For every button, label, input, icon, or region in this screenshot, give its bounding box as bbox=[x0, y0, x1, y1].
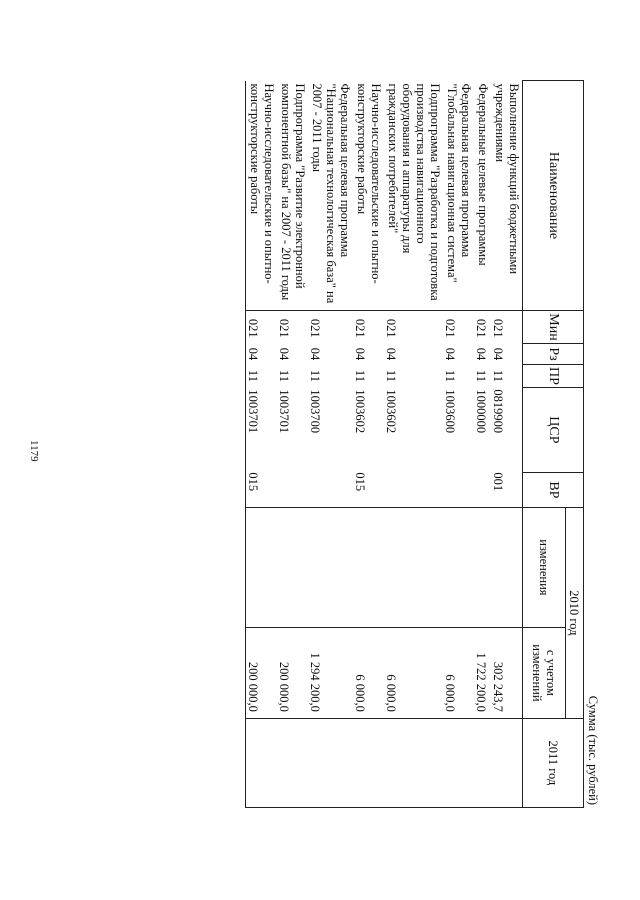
row-pr: 11 bbox=[277, 369, 291, 382]
page-number: 1179 bbox=[28, 440, 40, 462]
row-pr: 11 bbox=[474, 369, 488, 382]
row-name: Подпрограмма "Развитие электронной компонентной базы" на 2007 - 2011 годы bbox=[277, 81, 308, 311]
row-changes bbox=[443, 507, 474, 627]
row-year-2011 bbox=[308, 718, 353, 807]
row-with-changes: 200 000,0 bbox=[277, 627, 308, 718]
header-name: Наименование bbox=[523, 81, 584, 311]
header-min: Мин bbox=[523, 311, 584, 344]
row-year-2011 bbox=[474, 718, 491, 807]
header-year-2011: 2011 год bbox=[523, 718, 584, 807]
row-name: Научно-исследовательские и опытно-конструкторские работы bbox=[353, 81, 384, 311]
row-name: Федеральные целевые программы bbox=[474, 81, 491, 311]
row-name: Федеральная целевая программа "Глобальная навигационная система" bbox=[443, 81, 474, 311]
row-min: 021 bbox=[246, 311, 278, 344]
row-rz: 04 bbox=[308, 347, 322, 361]
row-changes bbox=[491, 507, 523, 627]
header-vr: ВР bbox=[523, 472, 584, 507]
row-csr: 1003700 bbox=[308, 389, 322, 434]
row-year-2011 bbox=[353, 718, 384, 807]
row-with-changes: 6 000,0 bbox=[353, 627, 384, 718]
row-with-changes: 1 722 200,0 bbox=[474, 627, 491, 718]
table-header bbox=[523, 81, 584, 808]
row-year-2011 bbox=[277, 718, 308, 807]
table-row bbox=[443, 81, 474, 808]
row-vr bbox=[443, 472, 474, 507]
row-rz: 04 bbox=[474, 347, 488, 361]
row-year-2011 bbox=[443, 718, 474, 807]
row-pr: 11 bbox=[384, 369, 398, 382]
row-name: Подпрограмма "Разработка и подготовка производства навигационного оборудования и аппаратуры для гражданских потребителей" bbox=[384, 81, 443, 311]
row-csr: 1003701 bbox=[246, 387, 278, 472]
row-min: 021 bbox=[384, 318, 398, 338]
row-vr bbox=[384, 472, 443, 507]
table-row bbox=[246, 81, 278, 808]
row-vr: 001 bbox=[491, 472, 523, 507]
row-vr: 015 bbox=[246, 472, 278, 507]
row-rz: 04 bbox=[384, 347, 398, 361]
row-pr: 11 bbox=[246, 365, 278, 388]
row-rz: 04 bbox=[491, 347, 505, 361]
row-min: 021 bbox=[308, 318, 322, 338]
table-row bbox=[491, 81, 523, 808]
table-row bbox=[277, 81, 308, 808]
row-rz: 04 bbox=[353, 347, 367, 361]
row-changes bbox=[353, 507, 384, 627]
row-rz: 04 bbox=[277, 347, 291, 361]
row-with-changes: 6 000,0 bbox=[443, 627, 474, 718]
units-label: Сумма (тыс. рублей) bbox=[586, 695, 600, 805]
row-name: Федеральная целевая программа "Национальная технологическая база" на 2007 - 2011 годы bbox=[308, 81, 353, 311]
row-with-changes: 302 243,7 bbox=[491, 627, 523, 718]
row-year-2011 bbox=[246, 718, 278, 807]
row-name: Научно-исследовательские и опытно-конструкторские работы bbox=[246, 81, 278, 311]
header-csr: ЦСР bbox=[523, 387, 584, 472]
row-min: 021 bbox=[443, 318, 457, 338]
row-csr: 1003602 bbox=[384, 389, 398, 434]
row-csr: 0819900 bbox=[491, 389, 505, 434]
row-vr: 015 bbox=[353, 472, 384, 507]
row-with-changes: 6 000,0 bbox=[384, 627, 443, 718]
row-min: 021 bbox=[491, 318, 505, 338]
row-year-2011 bbox=[384, 718, 443, 807]
row-csr: 1003701 bbox=[277, 389, 291, 434]
row-min: 021 bbox=[277, 318, 291, 338]
row-with-changes: 200 000,0 bbox=[246, 627, 278, 718]
row-changes bbox=[277, 507, 308, 627]
row-changes bbox=[308, 507, 353, 627]
table-row bbox=[308, 81, 353, 808]
row-pr: 11 bbox=[443, 369, 457, 382]
row-vr bbox=[308, 472, 353, 507]
row-changes bbox=[474, 507, 491, 627]
row-min: 021 bbox=[474, 318, 488, 338]
header-rz: Рз bbox=[523, 344, 584, 365]
row-vr bbox=[277, 472, 308, 507]
table-row bbox=[474, 81, 491, 808]
row-csr: 1003602 bbox=[353, 389, 367, 434]
header-changes: изменения bbox=[523, 507, 566, 627]
header-pr: ПР bbox=[523, 365, 584, 388]
row-changes bbox=[246, 507, 278, 627]
row-name: Выполнение функций бюджетными учреждениями bbox=[491, 81, 523, 311]
table-body bbox=[246, 81, 523, 808]
row-with-changes: 1 294 200,0 bbox=[308, 627, 353, 718]
table-row bbox=[384, 81, 443, 808]
row-csr: 1000000 bbox=[474, 389, 488, 434]
row-rz: 04 bbox=[246, 344, 278, 365]
header-with-changes: с учетом изменений bbox=[523, 627, 566, 718]
row-vr bbox=[474, 472, 491, 507]
row-min: 021 bbox=[353, 318, 367, 338]
row-pr: 11 bbox=[491, 369, 505, 382]
row-pr: 11 bbox=[308, 369, 322, 382]
row-rz: 04 bbox=[443, 347, 457, 361]
row-csr: 1003600 bbox=[443, 389, 457, 434]
header-year-2010: 2010 год bbox=[566, 507, 584, 718]
row-pr: 11 bbox=[353, 369, 367, 382]
budget-table bbox=[245, 80, 584, 808]
row-year-2011 bbox=[491, 718, 523, 807]
table-row bbox=[353, 81, 384, 808]
row-changes bbox=[384, 507, 443, 627]
